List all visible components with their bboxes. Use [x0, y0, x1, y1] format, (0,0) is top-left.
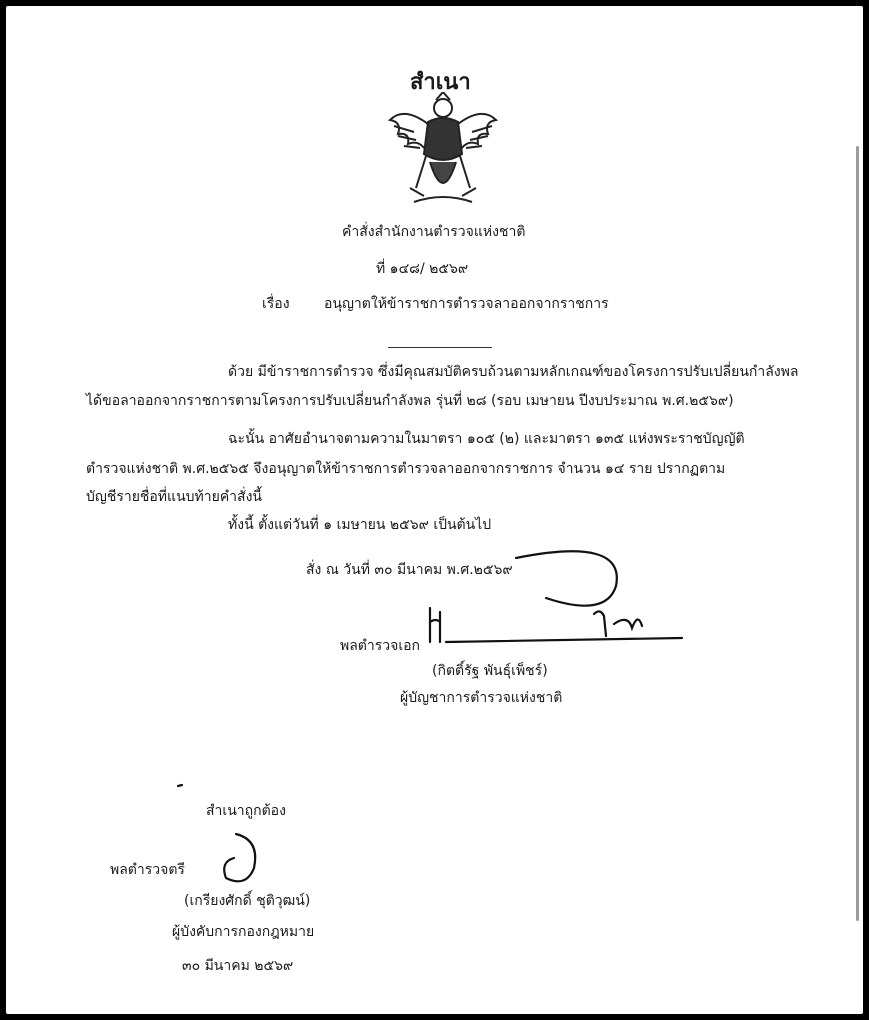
paragraph-1-line-2: ได้ขอลาออกจากราชการตามโครงการปรับเปลี่ยนกำลังพล รุ่นที่ ๒๘ (รอบ เมษายน ปีงบประมาณ พ.ศ.๒๕๖๙)	[86, 393, 734, 409]
order-date: สั่ง ณ วันที่ ๓๐ มีนาคม พ.ศ.๒๕๖๙	[306, 562, 513, 578]
paragraph-2-line-1: ฉะนั้น อาศัยอำนาจตามความในมาตรา ๑๐๕ (๒) และมาตรา ๑๓๕ แห่งพระราชบัญญัติ	[228, 431, 745, 447]
divider-line	[388, 347, 492, 348]
document-page	[6, 6, 863, 1014]
certification-date: ๓๐ มีนาคม ๒๕๖๙	[182, 958, 294, 974]
certifier-name: (เกรียงศักดิ์ ชุติวุฒน์)	[184, 893, 311, 909]
certified-copy-label: สำเนาถูกต้อง	[206, 803, 286, 819]
paragraph-1-line-1: ด้วย มีข้าราชการตำรวจ ซึ่งมีคุณสมบัติครบถ้วนตามหลักเกณฑ์ของโครงการปรับเปลี่ยนกำลังพล	[228, 364, 799, 380]
scrollbar[interactable]	[856, 146, 859, 921]
subject-text: อนุญาตให้ข้าราชการตำรวจลาออกจากราชการ	[324, 296, 609, 312]
garuda-emblem-icon	[384, 92, 502, 210]
order-number: ที่ ๑๔๘/ ๒๕๖๙	[376, 261, 469, 277]
signatory-rank: พลตำรวจเอก	[340, 638, 421, 654]
paragraph-2-line-2: ตำรวจแห่งชาติ พ.ศ.๒๕๖๕ จึงอนุญาตให้ข้าราชการตำรวจลาออกจากราชการ จำนวน ๑๔ ราย ปรากฏตาม	[86, 461, 726, 477]
commissioner-signature	[406, 538, 706, 658]
order-issuer: คำสั่งสำนักงานตำรวจแห่งชาติ	[342, 224, 526, 240]
paragraph-2-line-3: บัญชีรายชื่อที่แนบท้ายคำสั่งนี้	[86, 489, 262, 505]
effective-date: ทั้งนี้ ตั้งแต่วันที่ ๑ เมษายน ๒๕๖๙ เป็นต้นไป	[228, 517, 492, 533]
subject-label: เรื่อง	[262, 296, 290, 312]
certifier-position: ผู้บังคับการกองกฎหมาย	[172, 924, 315, 940]
certifier-rank: พลตำรวจตรี	[110, 862, 185, 878]
copy-mark: สำเนา	[410, 70, 471, 95]
signatory-position: ผู้บัญชาการตำรวจแห่งชาติ	[400, 690, 563, 706]
signatory-name: (กิตติ์รัฐ พันธุ์เพ็ชร์)	[432, 663, 548, 679]
